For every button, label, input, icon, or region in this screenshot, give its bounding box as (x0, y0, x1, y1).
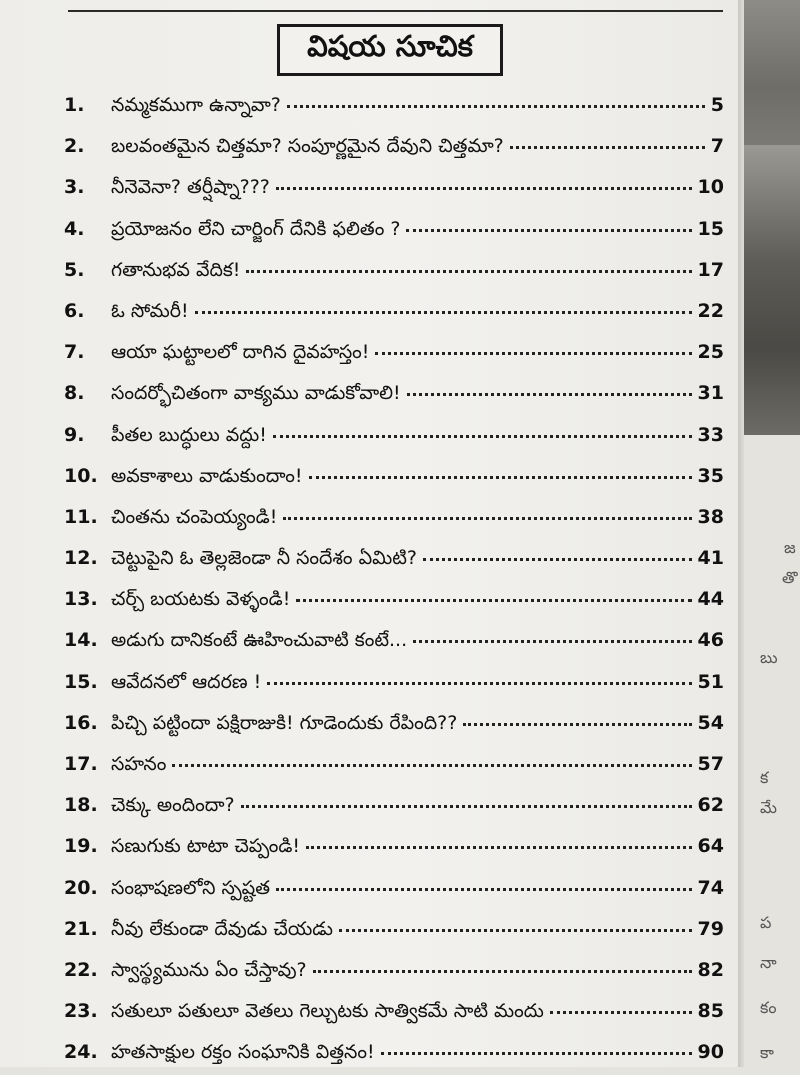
toc-entry-title: స్వాస్థ్యమును ఏం చేస్తావు? (111, 958, 307, 981)
toc-entry-number: 3. (64, 176, 85, 199)
toc-entry-title: చెట్టుపైని ఓ తెల్లజెండా నీ సందేశం ఏమిటి? (111, 547, 417, 570)
toc-entry-number: 20. (64, 876, 98, 899)
toc-entry-page-number: 35 (697, 464, 724, 487)
toc-entry-number: 19. (64, 835, 98, 858)
toc-entry-number: 11. (64, 505, 98, 528)
toc-entry-number: 5. (64, 258, 85, 281)
toc-entry-page-number: 57 (697, 753, 724, 775)
dot-leader (309, 476, 692, 479)
toc-entry-page-number: 79 (697, 917, 724, 940)
toc-entry-title: పీతల బుద్ధులు వద్దు! (111, 423, 267, 446)
toc-entry-title: సందర్భోచితంగా వాక్యము వాడుకోవాలి! (111, 382, 401, 405)
dot-leader (296, 599, 691, 602)
dot-leader (306, 846, 692, 849)
toc-entry-number: 4. (64, 217, 85, 240)
dot-leader (413, 640, 691, 643)
toc-entry-title: అవకాశాలు వాడుకుందాం! (111, 464, 303, 487)
toc-entry-title: నమ్మకముగా ఉన్నావా? (111, 94, 281, 116)
side-page-fragment: తొ (782, 568, 798, 587)
toc-entry-number: 18. (64, 794, 98, 817)
toc-entry (64, 498, 724, 539)
toc-entry-page-number: 7 (710, 135, 724, 158)
toc-entry (64, 127, 724, 168)
dot-leader (287, 105, 705, 108)
toc-entry-title: ఓ సోమరీ! (111, 299, 189, 322)
dot-leader (276, 187, 692, 190)
toc-entry-number: 2. (64, 135, 85, 158)
toc-entry-page-number: 74 (697, 876, 724, 899)
toc-entry-page-number: 10 (697, 176, 724, 199)
side-page-fragment: కం (760, 998, 777, 1017)
toc-entry-number: 16. (64, 711, 98, 734)
toc-entry-page-number: 5 (710, 94, 724, 116)
toc-entry (64, 333, 724, 374)
dot-leader (276, 888, 692, 891)
adjacent-page (738, 0, 800, 1067)
toc-entry (64, 374, 724, 415)
side-page-fragment: ప (760, 913, 772, 932)
dot-leader (267, 682, 691, 685)
toc-entry (64, 168, 724, 209)
toc-entry-number: 12. (64, 547, 98, 570)
table-of-contents (64, 86, 724, 1075)
toc-entry-page-number: 33 (697, 423, 724, 446)
toc-entry-number: 21. (64, 917, 98, 940)
toc-entry (64, 910, 724, 951)
toc-entry-page-number: 90 (697, 1041, 724, 1064)
toc-entry (64, 292, 724, 333)
toc-entry-title: చింతను చంపెయ్యండి! (111, 505, 278, 528)
toc-entry-number: 17. (64, 753, 98, 775)
dot-leader (313, 970, 692, 973)
toc-entry-number: 1. (64, 94, 85, 116)
toc-entry-number: 7. (64, 341, 85, 364)
toc-entry (64, 539, 724, 580)
toc-entry-number: 23. (64, 1000, 98, 1023)
dot-leader (510, 146, 705, 149)
toc-entry-page-number: 44 (697, 588, 724, 611)
toc-entry-number: 24. (64, 1041, 98, 1064)
toc-entry-title: నీనెవెనా? తర్షీష్నా??? (111, 176, 270, 199)
toc-entry (64, 457, 724, 498)
dot-leader (550, 1011, 692, 1014)
toc-entry-title: చర్చ్ బయటకు వెళ్ళండి! (111, 588, 291, 611)
side-photo-top (738, 0, 800, 145)
toc-entry-page-number: 51 (697, 670, 724, 693)
toc-entry-title: ఆయా ఘట్టాలలో దాగిన దైవహస్తం! (111, 341, 370, 364)
toc-entry-title: సంభాషణలోని స్పష్టత (111, 876, 270, 899)
toc-entry (64, 580, 724, 621)
toc-entry-page-number: 31 (697, 382, 724, 405)
toc-entry-page-number: 54 (697, 711, 724, 734)
toc-entry-page-number: 82 (697, 958, 724, 981)
dot-leader (195, 311, 692, 314)
toc-entry-number: 14. (64, 629, 98, 652)
dot-leader (283, 517, 691, 520)
toc-entry-number: 15. (64, 670, 98, 693)
toc-entry-title: సణుగుకు టాటా చెప్పండి! (111, 835, 301, 858)
toc-entry-title: హతసాక్షుల రక్తం సంఘానికి విత్తనం! (111, 1041, 375, 1064)
toc-entry (64, 210, 724, 251)
side-page-fragment: కా (760, 1043, 774, 1062)
toc-entry-title: చెక్కు అందిందా? (111, 794, 235, 817)
toc-entry (64, 786, 724, 827)
side-page-fragment: క (760, 768, 769, 787)
toc-entry-number: 9. (64, 423, 85, 446)
dot-leader (381, 1052, 692, 1055)
toc-entry (64, 251, 724, 292)
toc-entry-title: ఆవేదనలో ఆదరణ ! (111, 670, 262, 693)
dot-leader (172, 764, 691, 767)
toc-entry (64, 416, 724, 457)
toc-entry (64, 1033, 724, 1074)
dot-leader (463, 723, 691, 726)
dot-leader (241, 805, 692, 808)
toc-entry-page-number: 85 (697, 1000, 724, 1023)
side-page-fragment: బు (760, 648, 778, 667)
toc-entry-title: సతులూ పతులూ వెతలు గెల్చుటకు సాత్వికమే సాటి మందు (111, 1000, 544, 1023)
side-page-fragment: జ (784, 538, 796, 557)
toc-entry-page-number: 15 (697, 217, 724, 240)
dot-leader (273, 435, 692, 438)
dot-leader (423, 558, 692, 561)
toc-entry-page-number: 62 (697, 794, 724, 817)
page-title: విషయ సూచిక (277, 24, 503, 76)
toc-entry-title: బలవంతమైన చిత్తమా? సంపూర్ణమైన దేవుని చిత్తమా? (111, 135, 504, 158)
toc-entry (64, 663, 724, 704)
toc-entry-number: 6. (64, 299, 85, 322)
page-gutter (738, 0, 744, 1067)
dot-leader (339, 929, 692, 932)
toc-entry (64, 951, 724, 992)
toc-entry-page-number: 17 (697, 258, 724, 281)
toc-entry-title: నీవు లేకుండా దేవుడు చేయడు (111, 917, 333, 940)
toc-entry-page-number: 25 (697, 341, 724, 364)
toc-entry (64, 86, 724, 127)
toc-entry-title: గతానుభవ వేదిక! (111, 258, 241, 281)
side-page-fragment: నా (760, 953, 777, 972)
toc-entry (64, 992, 724, 1033)
dot-leader (375, 352, 691, 355)
toc-entry-number: 22. (64, 958, 98, 981)
toc-entry (64, 745, 724, 786)
toc-entry-page-number: 64 (697, 835, 724, 858)
toc-entry-title: ప్రయోజనం లేని చార్జింగ్ దేనికి ఫలితం ? (111, 217, 401, 240)
toc-entry (64, 704, 724, 745)
toc-entry-page-number: 41 (697, 547, 724, 570)
toc-entry-number: 10. (64, 464, 98, 487)
dot-leader (406, 229, 691, 232)
top-rule (68, 10, 723, 12)
dot-leader (246, 270, 691, 273)
toc-entry-title: సహనం (111, 753, 167, 775)
toc-entry-number: 8. (64, 382, 85, 405)
side-photo-middle (738, 145, 800, 435)
toc-entry-page-number: 38 (697, 505, 724, 528)
toc-entry-title: పిచ్చి పట్టిందా పక్షిరాజుకి! గూడెందుకు రేపింది?? (111, 711, 458, 734)
toc-entry-title: అడుగు దానికంటే ఊహించువాటి కంటే... (111, 629, 408, 652)
dot-leader (407, 393, 692, 396)
toc-entry (64, 621, 724, 662)
toc-entry-number: 13. (64, 588, 98, 611)
toc-entry-page-number: 46 (697, 629, 724, 652)
side-page-fragment: మే (760, 798, 777, 817)
toc-entry (64, 869, 724, 910)
toc-entry (64, 827, 724, 868)
toc-entry-page-number: 22 (697, 299, 724, 322)
